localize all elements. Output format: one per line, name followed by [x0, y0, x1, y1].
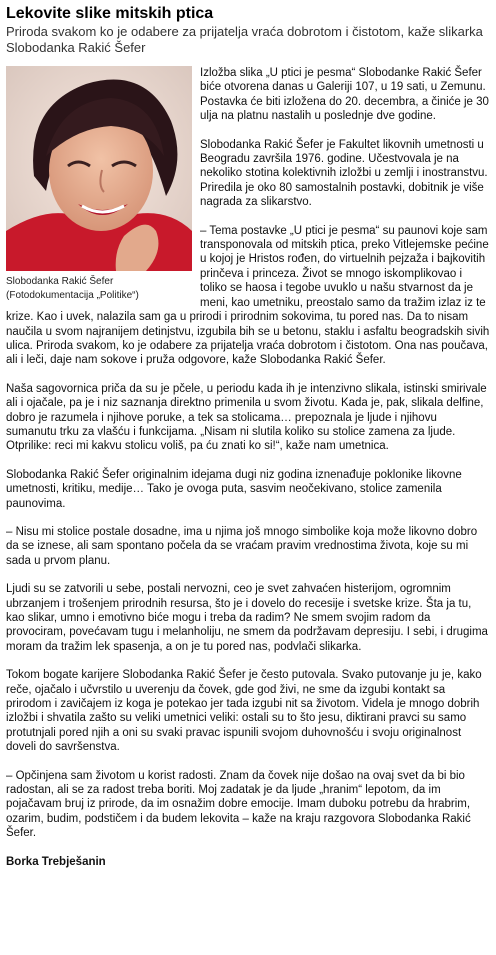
article-paragraph: – Opčinjena sam životom u korist radosti. Znam da čovek nije došao na ovaj svet da bi bio radostan, ali se za radost treba boriti. Moj zadatak je da ljude „hranim“ lepotom, da im pojačavam bruj iz prirode, da im osnažim dobre emocije. Imam duboku potrebu da hrabrim, ozarim, budim, podstičem i da budem lekovita – kaže na kraju razgovora Slobodanka Rakić Šefer.	[6, 769, 471, 840]
article-paragraph: Naša sagovornica priča da su je pčele, u periodu kada ih je intenzivno slikala, istinski smirivale ali i ojačale, pa je i niz saznanja direktno primenila u svom životu. Kada je, pak, slikala delfine, dobro je razumela i njihove poruke, a tek sa stolicama… prepoznala je ljude i njihovu sumanutu trku za vlašću i funkcijama. „Nisam ni slutila koliko su stolice zamena za ljude. Otprilike: reci mi kakvu stolicu voliš, pa ću znati ko si!“, kaže nam umetnica.	[6, 382, 487, 453]
article-paragraph: Slobodanka Rakić Šefer je Fakultet likovnih umetnosti u Beogradu završila 1976. godine. Učestvovala je na nekoliko stotina kolektivnih izložbi u zemlji i inostranstvu. Priredila je oko 80 samostalnih postavki, dobitnik je više nagrada za slikarstvo.	[200, 138, 488, 209]
article-paragraph: Tokom bogate karijere Slobodanka Rakić Šefer je često putovala. Svako putovanje ju je, kako reče, ojačalo i učvrstilo u uverenju da čovek, gde god živi, ne sme da izgubi kontakt sa prirodom i zavičajem iz koga je potekao jer tada izgubi nit sa životom. Videla je mnogo dobrih izložbi i shvatila zašto su veliki umetnici veliki: ostali su to što jesu, diktirani pravci su samo protutnjali pored njih a oni su svaki pravac ispunili svojom duhovnošću i svoju originalnost doveli do savršenstva.	[6, 669, 482, 754]
portrait-photo	[6, 66, 192, 271]
article-lead: Priroda svakom ko je odabere za prijatelja vraća dobrotom i čistotom, kaže slikarka Slobodanka Rakić Šefer	[6, 24, 483, 55]
article-title: Lekovite slike mitskih ptica	[6, 5, 214, 22]
article-paragraph: – Tema postavke „U ptici je pesma“ su paunovi koje sam transponovala od mitskih ptica, preko Vitlejemske pećine u kojoj je Hristos rođen, do virtuelnih pejzaža i bajkovitih prinčeva i princeza. Život se mnogo iskomplikovao i toliko se haosa i tegobe uvuklo u našu stvarnost da je meni, kao umetniku, preostalo samo da tražim izlaz iz te krize. Kao i uvek, nalazila sam ga u prirodi i prirodnim sokovima, tu pored nas. Da to nisam naučila u svom najranijem detinjstvu, izgubila bih se u betonu, staklu i asfaltu beogradskih sivih ulica. Priroda svakom, ko je odabere za prijatelja vraća dobrotom i čistotom. Ona nas poučava, ali i leči, daje nam sokove i pruža odgovore, kaže Slobodanka Rakić Šefer.	[6, 224, 490, 367]
article-paragraph: Izložba slika „U ptici je pesma“ Slobodanke Rakić Šefer biće otvorena danas u Galeriji 107, u 19 sati, u Zemunu. Postavka će biti izložena do 20. decembra, a činiće je 30 ulja na platnu nastalih u poslednje dve godine.	[200, 67, 489, 123]
article-paragraph: Slobodanka Rakić Šefer originalnim idejama dugi niz godina iznenađuje poklonike likovne umetnosti, kritiku, medije… Tako je ovoga puta, sasvim neočekivano, stolice zamenila paunovima.	[6, 468, 462, 510]
photo-caption	[6, 275, 192, 303]
article-paragraph: – Nisu mi stolice postale dosadne, ima u njima još mnogo simbolike koja može likovno dobro da se iznese, ali sam spontano počela da se vraćam pravim vrednostima života, koje su mi sada u prvom planu.	[6, 525, 478, 567]
article-figure	[6, 66, 192, 303]
caption-name: Slobodanka Rakić Šefer	[6, 276, 114, 287]
author-byline: Borka Trebješanin	[6, 855, 106, 868]
article-paragraph: Ljudi su se zatvorili u sebe, postali nervozni, ceo je svet zahvaćen histerijom, ogromnim ubrzanjem i trošenjem prirodnih resursa, što je i dovelo do recesije i svetske krize. Šta ja tu, kao slikar, umno i emotivno biće mogu i treba da radim? Ne smem svojim radom da provociram, povećavam tugu i melanholiju, ne smem da podržavam depresiju. I sebi, i drugima moram da tražim lek spasenja, a on je tu pored nas, podvlači slikarka.	[6, 583, 488, 653]
caption-credit: (Fotodokumentacija „Politike“)	[6, 290, 139, 301]
article-body	[6, 66, 490, 869]
